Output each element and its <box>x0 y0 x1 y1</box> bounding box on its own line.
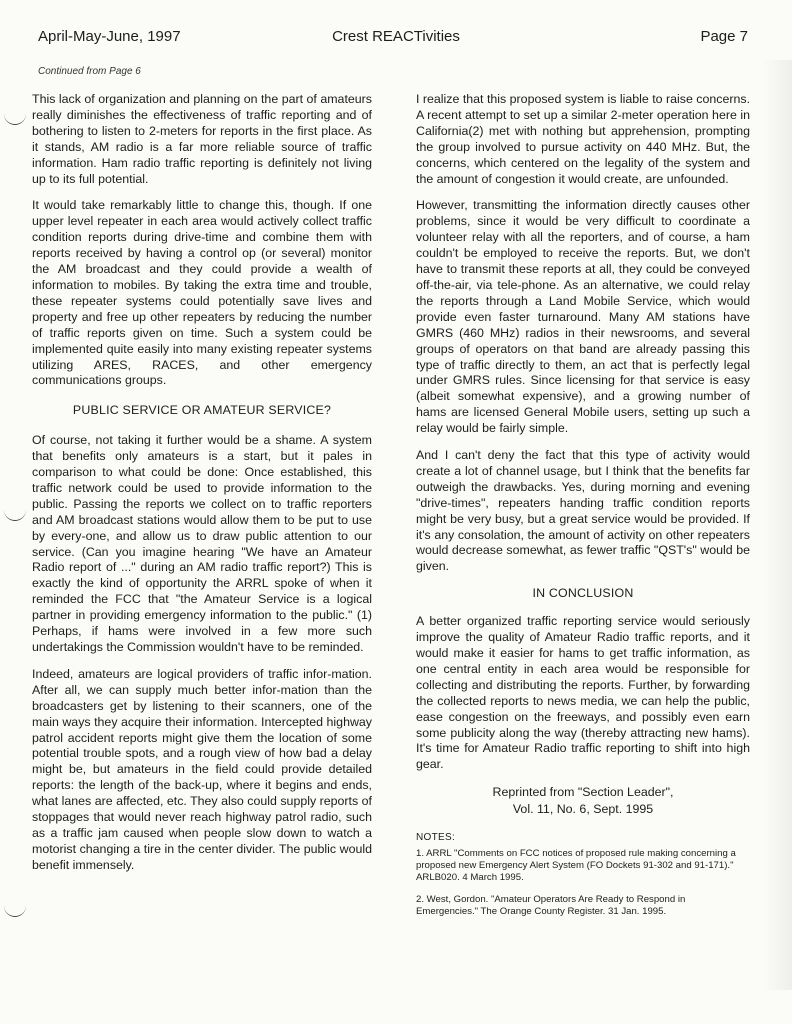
footnote: 2. West, Gordon. "Amateur Operators Are Ready to Respond in Emergencies." The Orange County Register. 31 Jan. 1995. <box>416 894 686 918</box>
paragraph: Indeed, amateurs are logical providers of traffic infor-mation. After all, we can supply much better infor-mation than the broadcasters get by listening to their scanners, one of the main ways they acquire their information. Intercepted highway patrol accident reports might give them the location of some potential trouble spots, and a rough view of how bad a delay might be, but amateurs in the field could provide detailed reports: the length of the back-up, where it begins and ends, what lanes are affected, etc. They also could supply reports of stoppages that would never reach highway patrol radio, such as a traffic jam caused when people slow down to watch a motorist changing a tire in the center divider. The public would benefit immensely. <box>32 666 372 872</box>
left-column <box>32 92 372 885</box>
paragraph: And I can't deny the fact that this type of activity would create a lot of channel usage, but I think that the benefits far outweigh the drawbacks. Yes, during morning and evening "drive-times", repeaters handing traffic condition reports might be very busy, but a great service would be provided. If it's any consolation, the amount of activity on other repeaters would decrease somewhat, as fewer traffic "QST's" would be given. <box>416 448 750 574</box>
hole-punch-mark <box>4 110 26 125</box>
page-header <box>0 28 792 52</box>
issue-date: April-May-June, 1997 <box>38 28 181 45</box>
paragraph: I realize that this proposed system is liable to raise concerns. A recent attempt to set up a similar 2-meter operation here in California(2) met with nothing but apprehension, prompting the group involved to pursue activity on 440 MHz. But, the concerns, which centered on the legality of the system and the amount of congestion it would create, are unfounded. <box>416 92 751 186</box>
notes-label: NOTES: <box>416 832 456 844</box>
hole-punch-mark <box>4 506 26 521</box>
footnote: 1. ARRL "Comments on FCC notices of proposed rule making concerning a proposed new Emergency Alert System (FO Dockets 91-302 and 91-171)." ARLB020. 4 March 1995. <box>416 848 736 884</box>
paragraph: However, transmitting the information directly causes other problems, since it would be very difficult to coordinate a volunteer relay with all the reporters, and of course, a ham couldn't be employed to receive the reports. But, we don't have to transmit these reports at all, they could be conveyed off-the-air, via tele-phone. As an alternative, we could relay the reports through a Land Mobile Service, which would provide even faster turnaround. Many AM stations have GMRS (460 MHz) radios in their newsrooms, and several groups of operators on that band are already passing this type of traffic directly to them, an act that is perfectly legal under GMRS rules. Since licensing for that service is easy (albeit somewhat expensive), and a growing number of hams are licensed General Mobile users, setting up such a relay would be fairly simple. <box>416 198 750 436</box>
reprint-source: Reprinted from "Section Leader", <box>492 785 674 800</box>
reprint-volume: Vol. 11, No. 6, Sept. 1995 <box>512 802 654 817</box>
paragraph: A better organized traffic reporting service would seriously improve the quality of Amateur Radio traffic reports, and it would make it easier for hams to get traffic information, as one central entity in each area would be responsible for collecting and distributing the reports. Further, by forwarding the collected reports to news media, we can help the public, ease congestion on the freeways, and possibly even earn some publicity along the way (thereby attracting new hams). It's time for Amateur Radio traffic reporting to shift into high gear. <box>416 614 750 772</box>
continued-note: Continued from Page 6 <box>38 66 141 77</box>
page-number: Page 7 <box>700 28 748 45</box>
section-heading: PUBLIC SERVICE OR AMATEUR SERVICE? <box>72 403 332 418</box>
reprint-credit <box>416 784 750 818</box>
hole-punch-mark <box>4 902 26 917</box>
section-heading: IN CONCLUSION <box>532 586 634 601</box>
paragraph: This lack of organization and planning on the part of amateurs really diminishes the effectiveness of traffic reporting and of bothering to listen to 2-meters for reports in the first place. As it stands, AM radio is a far more reliable source of traffic information. Ham radio traffic reporting is definitely not living up to its full potential. <box>32 92 372 186</box>
paragraph: It would take remarkably little to change this, though. If one upper level repeater in each area would actively collect traffic condition reports during drive-time and combine them with reports received by having a control op (or several) monitor the AM broadcast and they could provide a wealth of information to mobiles. By taking the extra time and trouble, these repeater systems could potentially save lives and property and free up other repeaters by reducing the number of traffic reports given on time. Such a system could be implemented quite easily into many existing repeater systems utilizing ARES, RACES, and other emergency communications groups. <box>32 198 372 388</box>
publication-title: Crest REACTivities <box>332 28 460 45</box>
page-edge-shadow <box>762 60 792 990</box>
paragraph: Of course, not taking it further would be a shame. A system that benefits only amateurs is a start, but it pales in comparison to what could be done: Once established, this traffic network could be used to provide information to the public. Passing the reports we collect on to traffic reporters and AM broadcast stations would allow them to be put to use by every-one, and allow us to draw public attention to our service. (Can you imagine hearing "We have an Amateur Radio report of ..." during an AM radio traffic report?) This is exactly the kind of opportunity the ARRL spoke of when it reminded the FCC that "the Amateur Service is a logical partner in providing emergency information to the public." (1) Perhaps, if hams were involved in a few more such undertakings the Commission wouldn't have to be reminded. <box>32 433 372 654</box>
right-column <box>416 92 750 928</box>
